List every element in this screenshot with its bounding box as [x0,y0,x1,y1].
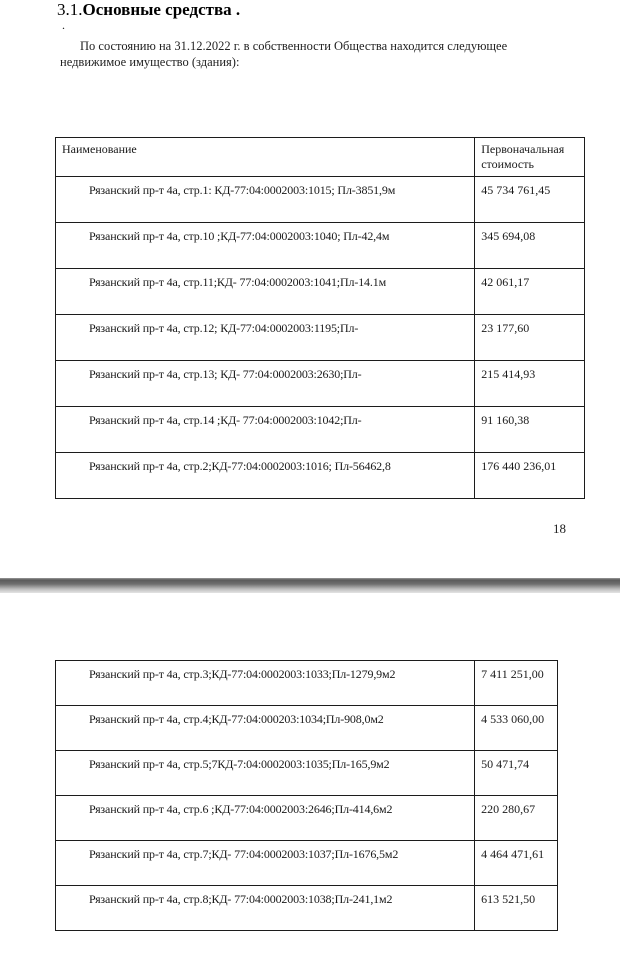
property-name: Рязанский пр-т 4а, стр.5;7КД-7:04:0002003:1035;Пл-165,9м2 [56,751,475,796]
property-cost: 345 694,08 [475,223,585,269]
property-name: Рязанский пр-т 4а, стр.12; КД-77:04:0002003:1195;Пл- [56,315,475,361]
property-name: Рязанский пр-т 4а, стр.4;КД-77:04:000203:1034;Пл-908,0м2 [56,706,475,751]
table-row [56,361,585,407]
column-header-cost [475,138,585,177]
property-cost: 50 471,74 [475,751,558,796]
table-row [56,661,558,706]
column-header-name: Наименование [56,138,475,177]
assets-table-page-1 [55,137,585,499]
property-cost: 220 280,67 [475,796,558,841]
column-header-cost-line1: Первоначальная [481,142,565,156]
property-cost: 91 160,38 [475,407,585,453]
table-row [56,751,558,796]
page-number: 18 [553,521,566,536]
table-row [56,796,558,841]
table-row [56,453,585,499]
column-header-cost-line2: стоимость [481,157,534,171]
page-break-divider [0,578,620,593]
table-row [56,315,585,361]
bullet-mark: . [62,18,65,32]
table-row [56,223,585,269]
property-cost: 4 464 471,61 [475,841,558,886]
property-cost: 23 177,60 [475,315,585,361]
property-cost: 613 521,50 [475,886,558,931]
property-name: Рязанский пр-т 4а, стр.14 ;КД- 77:04:0002003:1042;Пл- [56,407,475,453]
assets-table-page-2 [55,660,558,931]
table-row [56,706,558,751]
property-name: Рязанский пр-т 4а, стр.6 ;КД-77:04:0002003:2646;Пл-414,6м2 [56,796,475,841]
property-cost: 42 061,17 [475,269,585,315]
table-row [56,177,585,223]
property-name: Рязанский пр-т 4а, стр.2;КД-77:04:0002003:1016; Пл-56462,8 [56,453,475,499]
intro-paragraph [60,38,580,70]
table-row [56,407,585,453]
property-cost: 4 533 060,00 [475,706,558,751]
property-cost: 215 414,93 [475,361,585,407]
property-name: Рязанский пр-т 4а, стр.11;КД- 77:04:0002003:1041;Пл-14.1м [56,269,475,315]
property-name: Рязанский пр-т 4а, стр.1: КД-77:04:0002003:1015; Пл-3851,9м [56,177,475,223]
intro-line-1: По состоянию на 31.12.2022 г. в собственности Общества находится следующее [80,39,508,53]
property-name: Рязанский пр-т 4а, стр.10 ;КД-77:04:0002003:1040; Пл-42,4м [56,223,475,269]
table-row [56,269,585,315]
property-name: Рязанский пр-т 4а, стр.13; КД- 77:04:0002003:2630;Пл- [56,361,475,407]
table-row [56,886,558,931]
property-name: Рязанский пр-т 4а, стр.3;КД-77:04:0002003:1033;Пл-1279,9м2 [56,661,475,706]
property-cost: 7 411 251,00 [475,661,558,706]
property-name: Рязанский пр-т 4а, стр.8;КД- 77:04:0002003:1038;Пл-241,1м2 [56,886,475,931]
property-cost: 176 440 236,01 [475,453,585,499]
intro-line-2: недвижимое имущество (здания): [60,55,240,69]
property-name: Рязанский пр-т 4а, стр.7;КД- 77:04:0002003:1037;Пл-1676,5м2 [56,841,475,886]
property-cost: 45 734 761,45 [475,177,585,223]
table-row [56,841,558,886]
section-heading: 3.1.Основные средства . [57,0,241,19]
